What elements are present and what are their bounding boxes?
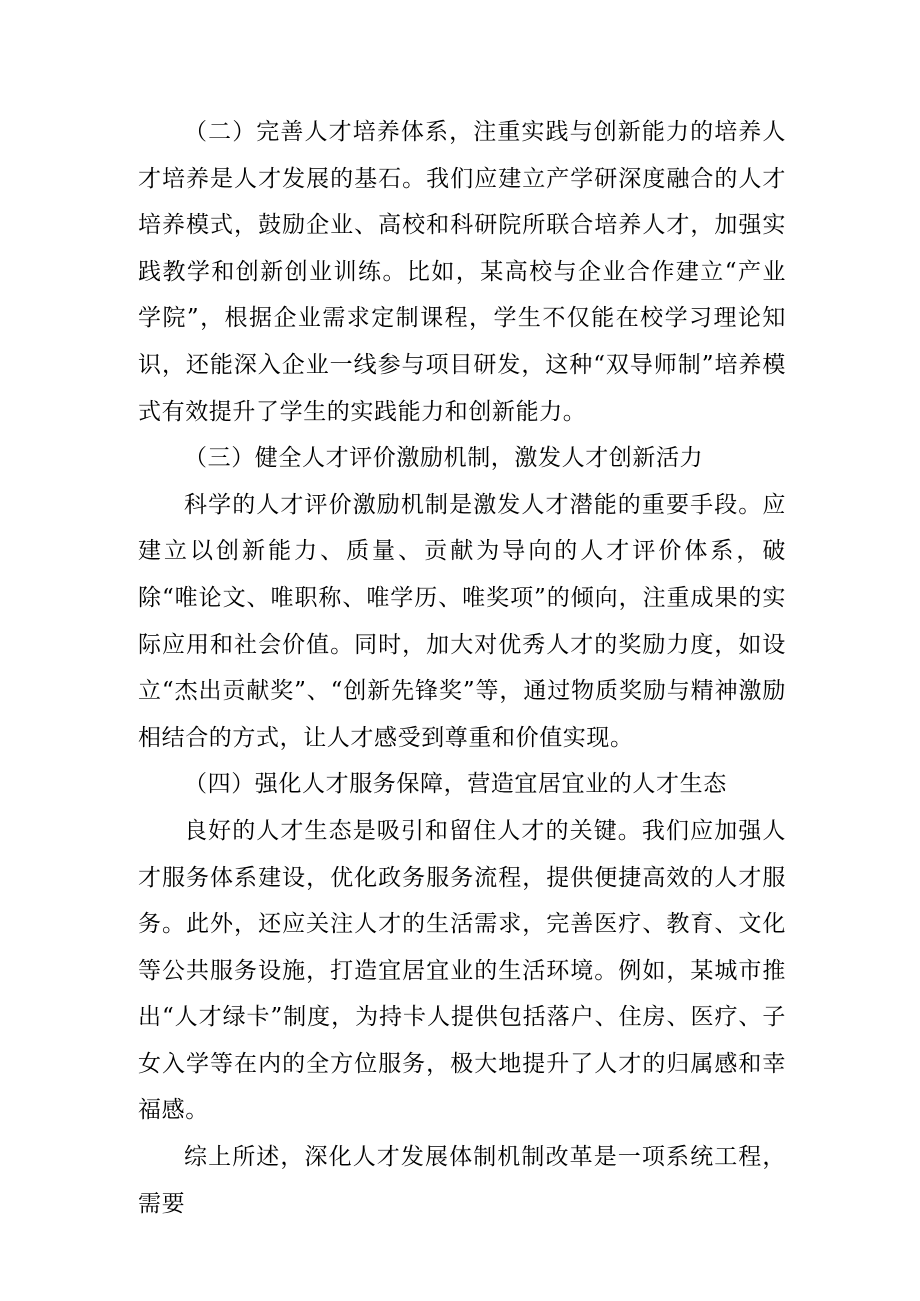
document-body xyxy=(138,109,786,1227)
heading-talent-evaluation: （三）健全人才评价激励机制，激发人才创新活力 xyxy=(184,445,704,472)
paragraph-conclusion: 综上所述，深化人才发展体制机制改革是一项系统工程，需要 xyxy=(138,1144,786,1217)
paragraph-talent-service: 良好的人才生态是吸引和留住人才的关键。我们应加强人才服务体系建设，优化政务服务流程，提供便捷高效的人才服务。此外，还应关注人才的生活需求，完善医疗、教育、文化等公共服务设施，打造宜居宜业的生活环境。例如，某城市推出“人才绿卡”制度，为持卡人提供包括落户、住房、医疗、子女入学等在内的全方位服务，极大地提升了人才的归属感和幸福感。 xyxy=(138,817,786,1124)
paragraph-talent-evaluation: 科学的人才评价激励机制是激发人才潜能的重要手段。应建立以创新能力、质量、贡献为导向的人才评价体系，破除“唯论文、唯职称、唯学历、唯奖项”的倾向，注重成果的实际应用和社会价值。同时，加大对优秀人才的奖励力度，如设立“杰出贡献奖”、“创新先锋奖”等，通过物质奖励与精神激励相结合的方式，让人才感受到尊重和价值实现。 xyxy=(138,491,786,751)
paragraph-talent-training: （二）完善人才培养体系，注重实践与创新能力的培养人才培养是人才发展的基石。我们应建立产学研深度融合的人才培养模式，鼓励企业、高校和科研院所联合培养人才，加强实践教学和创新创业训练。比如，某高校与企业合作建立“产业学院”，根据企业需求定制课程，学生不仅能在校学习理论知识，还能深入企业一线参与项目研发，这种“双导师制”培养模式有效提升了学生的实践能力和创新能力。 xyxy=(138,119,786,425)
heading-talent-service: （四）强化人才服务保障，营造宜居宜业的人才生态 xyxy=(184,771,727,798)
